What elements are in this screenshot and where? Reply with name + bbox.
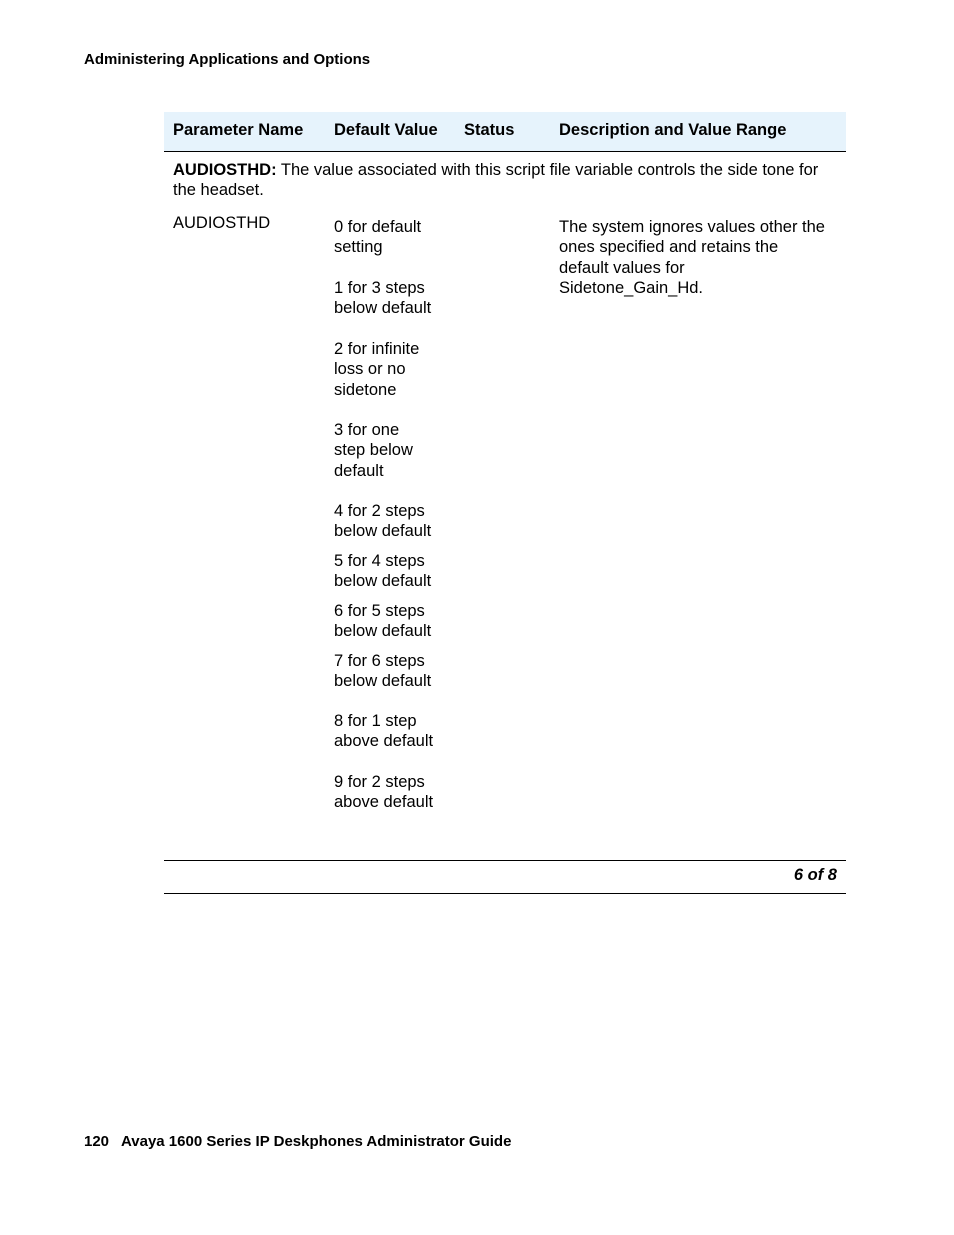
default-value-item: 4 for 2 steps below default [334,502,432,541]
default-value-item: 5 for 4 steps below default [334,552,432,591]
header-parameter-name: Parameter Name [173,121,304,139]
default-value-item: 6 for 5 steps below default [334,602,432,641]
header-status: Status [464,121,515,139]
running-header: Administering Applications and Options [84,51,371,68]
default-value-item: 8 for 1 step above default [334,712,434,751]
footer-rule [164,893,846,894]
page-footer [84,1133,511,1150]
parameter-name-cell: AUDIOSTHD [173,214,271,232]
default-value-item: 1 for 3 steps below default [334,279,432,318]
default-value-item: 7 for 6 steps below default [334,652,432,691]
page-number: 120 [84,1133,110,1150]
default-value-item: 3 for one step below default [334,421,413,480]
table-header-row [164,112,846,152]
table-bottom-rule [164,860,846,861]
header-default-value: Default Value [334,121,438,139]
default-value-item: 2 for infinite loss or no sidetone [334,340,420,399]
parameter-table [164,112,846,812]
intro-parameter-label: AUDIOSTHD: [173,161,277,179]
intro-text: The value associated with this script file variable controls the side tone for the headset. [173,161,819,199]
header-description: Description and Value Range [559,121,787,139]
description-cell: The system ignores values other the ones specified and retains the default values for Sidetone_Gain_Hd. [559,218,825,297]
default-value-item: 9 for 2 steps above default [334,773,434,812]
table-continuation: 6 of 8 [793,866,837,884]
document-title: Avaya 1600 Series IP Deskphones Administrator Guide [120,1133,512,1150]
parameter-intro [173,160,838,200]
default-value-item: 0 for default setting [334,218,422,257]
